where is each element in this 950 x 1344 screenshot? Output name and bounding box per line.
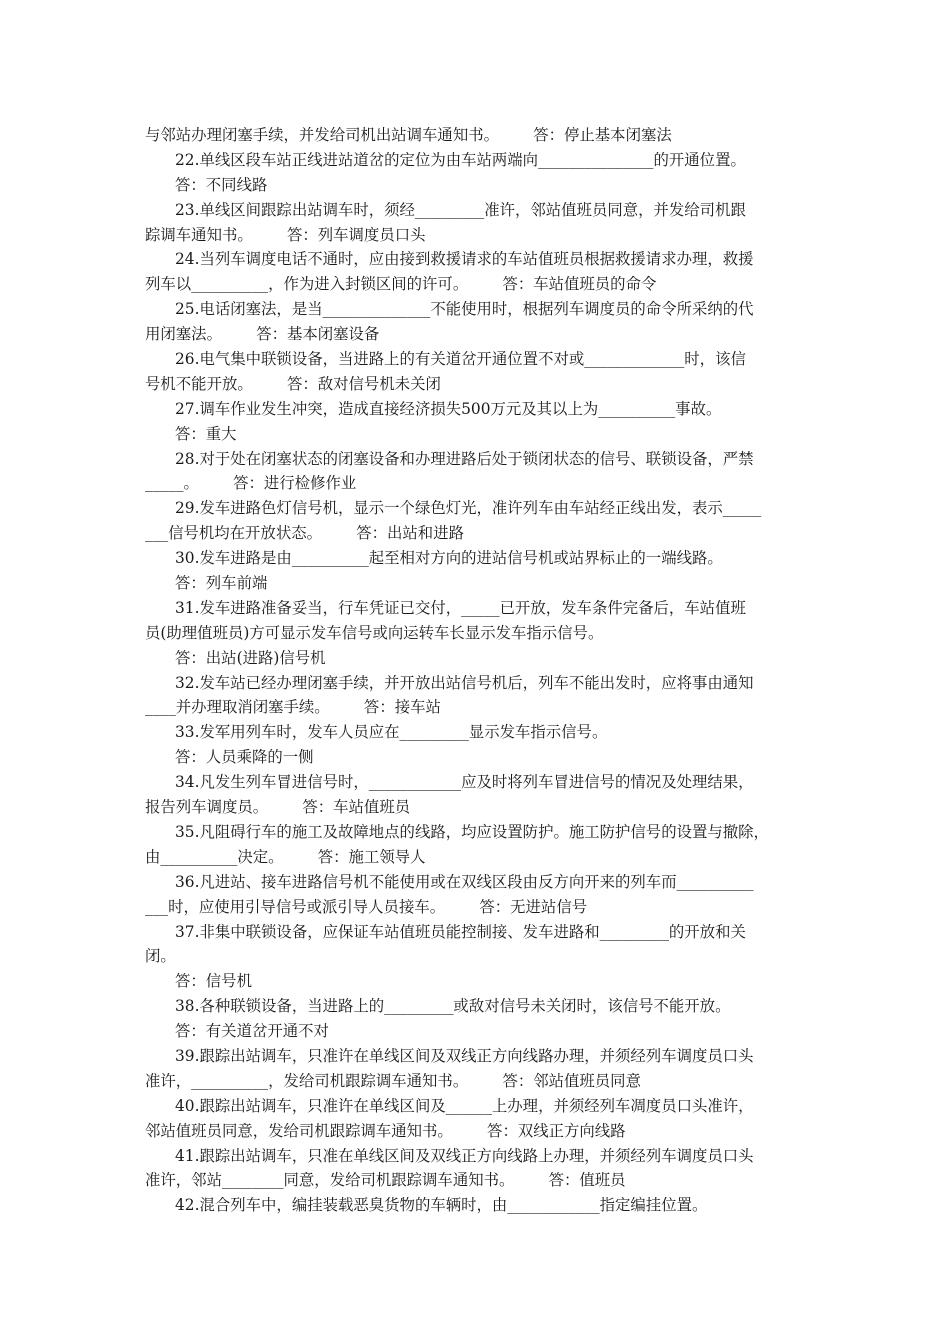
text-line: 40.跟踪出站调车，只准许在单线区间及______上办理，并须经列车凋度员口头准许， xyxy=(175,1096,754,1115)
text-line: 答：重大 xyxy=(175,424,237,443)
text-line: 用闭塞法。 答：基本闭塞设备 xyxy=(145,325,380,344)
text-line: 25.电话闭塞法，是当______________不能使用时，根据列车调度员的命令所采纳的代 xyxy=(175,300,754,319)
text-line: 29.发车进路色灯信号机，显示一个绿色灯光，准许列车由车站经正线出发，表示_____ xyxy=(175,499,762,518)
text-line: 报告列车调度员。 答：车站值班员 xyxy=(145,798,411,817)
text-line: 27.调车作业发生冲突，造成直接经济损失500万元及其以上为__________事故。 xyxy=(175,399,722,418)
text-line: ___信号机均在开放状态。 答：出站和进路 xyxy=(145,524,464,543)
text-line: 答：有关道岔开通不对 xyxy=(175,1022,329,1041)
text-line: 由__________决定。 答：施工领导人 xyxy=(145,847,426,866)
text-line: 列车以__________，作为进入封锁区间的许可。 答：车站值班员的命令 xyxy=(145,275,657,294)
text-line: 37.非集中联锁设备，应保证车站值班员能控制接、发车进路和_________的开放和关 xyxy=(175,922,746,941)
text-line: ___时，应使用引导信号或派引导人员接车。 答：无进站信号 xyxy=(145,897,588,916)
text-line: 闭。 xyxy=(145,947,176,966)
text-line: 28.对于处在闭塞状态的闭塞设备和办理进路后处于锁闭状态的信号、联锁设备，严禁 xyxy=(175,449,754,468)
text-line: ____并办理取消闭塞手续。 答：接车站 xyxy=(145,698,441,717)
text-line: 23.单线区间跟踪出站调车时，须经_________准许，邻站值班员同意，并发给司机跟 xyxy=(175,200,746,219)
text-line: 答：人员乘降的一侧 xyxy=(175,748,314,767)
text-line: 员(助理值班员)方可显示发车信号或向运转车长显示发车指示信号。 xyxy=(145,623,604,642)
text-line: 答：不同线路 xyxy=(175,175,268,194)
text-line: 答：信号机 xyxy=(175,972,252,991)
text-line: 踪调车通知书。 答：列车调度员口头 xyxy=(145,225,426,244)
text-line: 30.发车进路是由__________起至相对方向的进站信号机或站界标止的一端线路。 xyxy=(175,549,723,568)
text-line: 准许，邻站________同意，发给司机跟踪调车通知书。 答：值班员 xyxy=(145,1171,626,1190)
text-line: 答：列车前端 xyxy=(175,574,268,593)
text-line: 31.发车进路准备妥当，行车凭证已交付，_____已开放，发车条件完备后，车站值班 xyxy=(175,598,746,617)
text-line: 32.发车站已经办理闭塞手续，并开放出站信号机后，列车不能出发时，应将事由通知 xyxy=(175,673,754,692)
text-line: 22.单线区段车站正线进站道岔的定位为由车站两端向_______________的开通位置。 xyxy=(175,150,746,169)
text-line: 38.各种联锁设备，当进路上的_________或敌对信号未关闭时，该信号不能开放。 xyxy=(175,997,731,1016)
text-line: 33.发军用列车时，发车人员应在_________显示发车指示信号。 xyxy=(175,723,608,742)
text-line: 邻站值班员同意，发给司机跟踪调车通知书。 答：双线正方向线路 xyxy=(145,1121,626,1140)
text-line: 26.电气集中联锁设备，当进路上的有关道岔开通位置不对或_____________时，该信 xyxy=(175,350,746,369)
text-line: 24.当列车调度电话不通时，应由接到救援请求的车站值班员根据救援请求办理，救援 xyxy=(175,250,754,269)
text-line: _____。 答：进行检修作业 xyxy=(145,474,357,493)
text-line: 34.凡发生列车冒进信号时，____________应及时将列车冒进信号的情况及处理结果， xyxy=(175,773,754,792)
text-line: 41.跟踪出站调车，只准在单线区间及双线正方向线路上办理，并须经列车调度员口头 xyxy=(175,1146,754,1165)
text-line: 39.跟踪出站调车，只准许在单线区间及双线正方向线路办理，并须经列车调度员口头 xyxy=(175,1046,754,1065)
text-line: 36.凡进站、接车进路信号机不能使用或在双线区段由反方向开来的列车而__________ xyxy=(175,872,754,891)
text-line: 与邻站办理闭塞手续，并发给司机出站调车通知书。 答：停止基本闭塞法 xyxy=(145,126,672,144)
text-line: 号机不能开放。 答：敌对信号机未关闭 xyxy=(145,374,441,393)
text-line: 准许，__________，发给司机跟踪调车通知书。 答：邻站值班员同意 xyxy=(145,1071,641,1090)
document-body xyxy=(145,123,810,1218)
text-line: 35.凡阻碍行车的施工及故障地点的线路，均应设置防护。施工防护信号的设置与撤除， xyxy=(175,822,769,841)
text-line: 42.混合列车中，编挂装载恶臭货物的车辆时，由____________指定编挂位置。 xyxy=(175,1196,708,1215)
text-line: 答：出站(进路)信号机 xyxy=(175,648,326,667)
